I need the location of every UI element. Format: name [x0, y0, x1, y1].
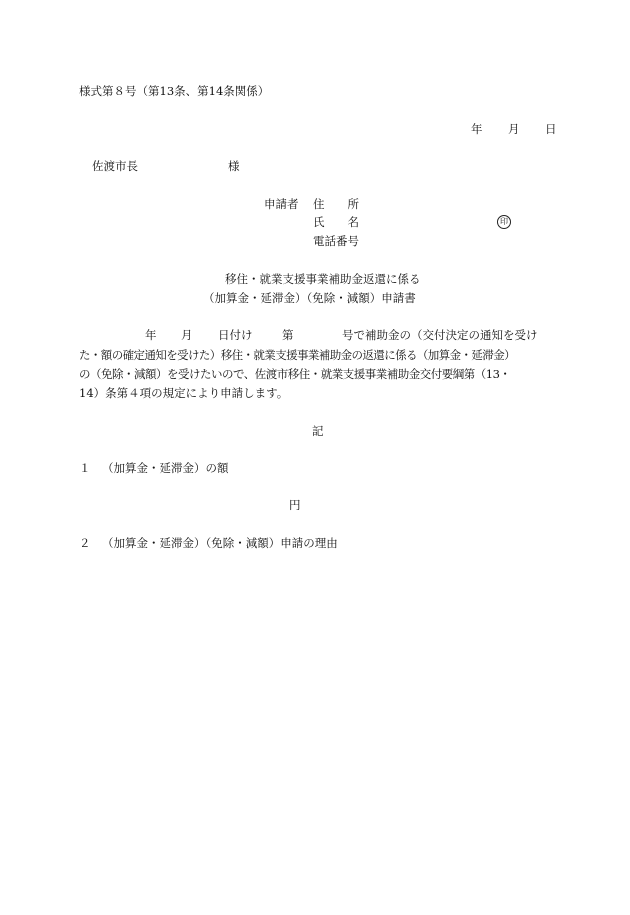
body-line3: の（免除・減額）を受けたいので、佐渡市移住・就業支援事業補助金交付要綱第（13・	[79, 367, 511, 381]
document-title-line2: （加算金・延滞金）（免除・減額）申請書	[203, 291, 416, 305]
item2-number: ２	[79, 536, 91, 550]
form-number-header: 様式第８号（第13条、第14条関係）	[79, 84, 270, 98]
body-line4: 14）条第４項の規定により申請します。	[79, 386, 289, 400]
name-label: 氏 名	[313, 215, 359, 229]
phone-label: 電話番号	[313, 234, 359, 248]
date-year-label: 年	[471, 122, 483, 136]
body-line2: た・額の確定通知を受けた）移住・就業支援事業補助金の返還に係る（加算金・延滞金）	[79, 348, 515, 362]
body-line1-rest: 号で補助金の（交付決定の通知を受け	[342, 328, 538, 342]
addressee-honorific: 様	[228, 159, 240, 173]
date-month-label: 月	[508, 122, 520, 136]
applicant-label: 申請者	[264, 197, 299, 211]
body-number-prefix: 第	[282, 328, 294, 342]
body-day: 日付け	[218, 328, 253, 342]
addressee-name: 佐渡市長	[92, 159, 138, 173]
seal-mark: 印	[497, 215, 511, 229]
document-title-line1: 移住・就業支援事業補助金返還に係る	[225, 272, 421, 286]
item1-number: １	[79, 461, 91, 475]
body-year: 年	[145, 328, 157, 342]
item2-label: （加算金・延滞金）（免除・減額）申請の理由	[102, 536, 338, 550]
ki-heading: 記	[312, 424, 324, 438]
body-month: 月	[181, 328, 193, 342]
item1-unit: 円	[289, 498, 301, 512]
item1-label: （加算金・延滞金）の額	[102, 461, 229, 475]
address-label: 住 所	[313, 197, 359, 211]
date-day-label: 日	[545, 122, 557, 136]
